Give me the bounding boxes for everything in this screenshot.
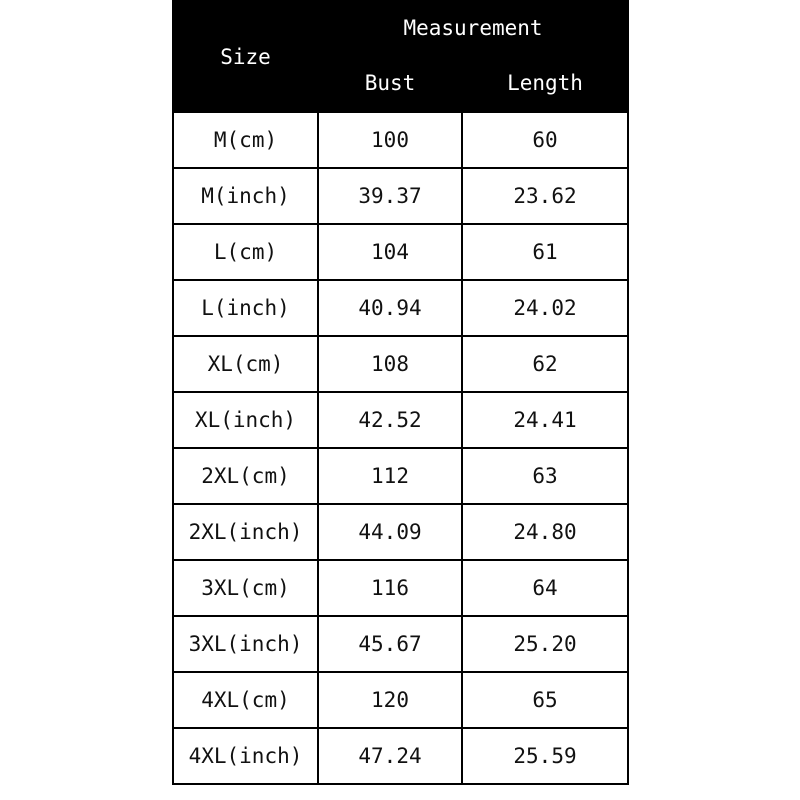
bust-column-header: Bust xyxy=(318,54,462,112)
size-cell: M(inch) xyxy=(173,168,318,224)
bust-cell: 104 xyxy=(318,224,462,280)
size-cell: 4XL(inch) xyxy=(173,728,318,784)
length-cell: 65 xyxy=(462,672,628,728)
length-cell: 23.62 xyxy=(462,168,628,224)
bust-cell: 120 xyxy=(318,672,462,728)
size-cell: M(cm) xyxy=(173,112,318,168)
bust-cell: 100 xyxy=(318,112,462,168)
table-row xyxy=(173,336,628,392)
table-row xyxy=(173,392,628,448)
bust-cell: 116 xyxy=(318,560,462,616)
size-cell: XL(cm) xyxy=(173,336,318,392)
bust-cell: 42.52 xyxy=(318,392,462,448)
length-cell: 24.02 xyxy=(462,280,628,336)
bust-cell: 45.67 xyxy=(318,616,462,672)
table-row xyxy=(173,112,628,168)
table-row xyxy=(173,672,628,728)
size-cell: 2XL(cm) xyxy=(173,448,318,504)
bust-cell: 44.09 xyxy=(318,504,462,560)
table-row xyxy=(173,280,628,336)
size-cell: L(cm) xyxy=(173,224,318,280)
length-cell: 62 xyxy=(462,336,628,392)
length-cell: 60 xyxy=(462,112,628,168)
size-cell: 3XL(cm) xyxy=(173,560,318,616)
length-cell: 25.20 xyxy=(462,616,628,672)
length-cell: 24.41 xyxy=(462,392,628,448)
table-header xyxy=(173,1,628,112)
table-row xyxy=(173,168,628,224)
length-cell: 61 xyxy=(462,224,628,280)
table-row xyxy=(173,560,628,616)
size-cell: 4XL(cm) xyxy=(173,672,318,728)
table-row xyxy=(173,728,628,784)
size-column-header: Size xyxy=(173,1,318,112)
length-cell: 25.59 xyxy=(462,728,628,784)
length-cell: 63 xyxy=(462,448,628,504)
length-column-header: Length xyxy=(462,54,628,112)
table-row xyxy=(173,224,628,280)
bust-cell: 112 xyxy=(318,448,462,504)
size-cell: 3XL(inch) xyxy=(173,616,318,672)
bust-cell: 40.94 xyxy=(318,280,462,336)
size-chart-table xyxy=(172,0,629,785)
table-body xyxy=(173,112,628,784)
table-row xyxy=(173,616,628,672)
table-row xyxy=(173,504,628,560)
length-cell: 64 xyxy=(462,560,628,616)
bust-cell: 108 xyxy=(318,336,462,392)
size-cell: L(inch) xyxy=(173,280,318,336)
length-cell: 24.80 xyxy=(462,504,628,560)
table-row xyxy=(173,448,628,504)
size-cell: 2XL(inch) xyxy=(173,504,318,560)
measurement-group-header: Measurement xyxy=(318,1,628,54)
bust-cell: 47.24 xyxy=(318,728,462,784)
size-cell: XL(inch) xyxy=(173,392,318,448)
bust-cell: 39.37 xyxy=(318,168,462,224)
